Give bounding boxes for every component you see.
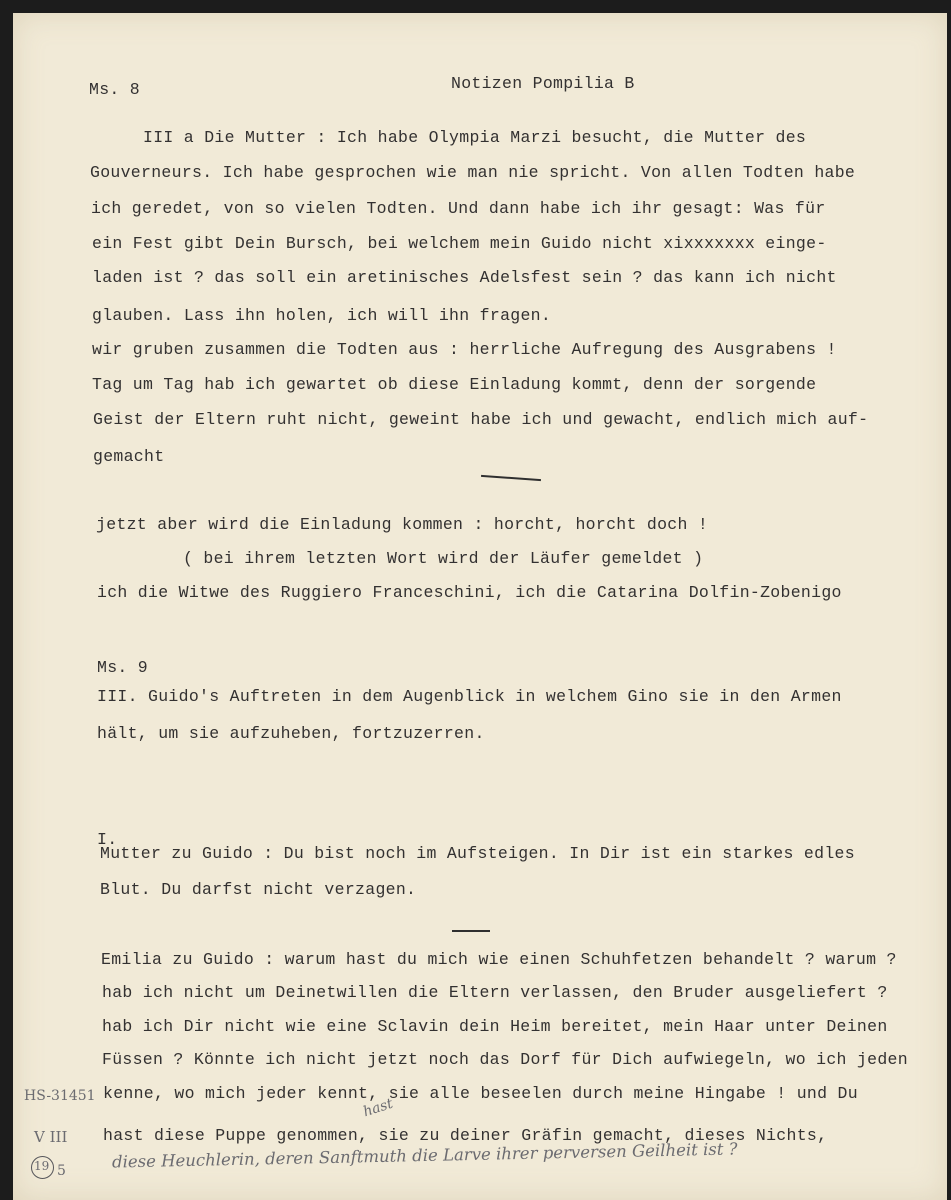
manuscript-number: Ms. 8: [89, 80, 141, 99]
text-line: wir gruben zusammen die Todten aus : herrliche Aufregung des Ausgrabens !: [92, 340, 837, 359]
text-line: Geist der Eltern ruht nicht, geweint habe ich und gewacht, endlich mich auf-: [93, 410, 869, 429]
text-line: jetzt aber wird die Einladung kommen : horcht, horcht doch !: [96, 515, 709, 534]
archive-signature: HS-31451: [24, 1088, 96, 1104]
text-line: Gouverneurs. Ich habe gesprochen wie man nie spricht. Von allen Todten habe: [90, 163, 856, 182]
text-line: glauben. Lass ihn holen, ich will ihn fragen.: [92, 306, 552, 325]
text-line: hält, um sie aufzuheben, fortzuzerren.: [97, 724, 485, 743]
text-line: Mutter zu Guido : Du bist noch im Aufsteigen. In Dir ist ein starkes edles: [100, 844, 855, 863]
text-line: laden ist ? das soll ein aretinisches Adelsfest sein ? das kann ich nicht: [92, 268, 837, 287]
text-line: hast diese Puppe genommen, sie zu deiner Gräfin gemacht, dieses Nichts,: [103, 1126, 828, 1145]
archive-volume: V III: [34, 1128, 68, 1146]
text-line: hab ich nicht um Deinetwillen die Eltern verlassen, den Bruder ausgeliefert ?: [102, 983, 888, 1002]
archive-folder-sub: 5: [57, 1163, 66, 1179]
text-line: ich geredet, von so vielen Todten. Und dann habe ich ihr gesagt: Was für: [91, 199, 826, 218]
section-heading: Ms. 9: [97, 658, 149, 677]
handwritten-line: diese Heuchlerin, deren Sanftmuth die Larve ihrer perversen Geilheit ist ?: [111, 1139, 738, 1172]
text-line: Füssen ? Könnte ich nicht jetzt noch das Dorf für Dich aufwiegeln, wo ich jeden: [102, 1050, 908, 1069]
handwritten-insert: hast: [361, 1095, 395, 1121]
text-line: Emilia zu Guido : warum hast du mich wie einen Schuhfetzen behandelt ? warum ?: [101, 950, 897, 969]
text-line: III a Die Mutter : Ich habe Olympia Marzi besucht, die Mutter des: [143, 128, 807, 147]
section-numeral: I.: [97, 830, 118, 849]
text-line: ein Fest gibt Dein Bursch, bei welchem mein Guido nicht xixxxxxxx einge-: [92, 234, 827, 253]
text-line: gemacht: [93, 447, 165, 466]
text-line: kenne, wo mich jeder kennt, sie alle beseelen durch meine Hingabe ! und Du: [103, 1084, 858, 1103]
stage-direction: ( bei ihrem letzten Wort wird der Läufer gemeldet ): [183, 549, 704, 568]
text-line: III. Guido's Auftreten in dem Augenblick in welchem Gino sie in den Armen: [97, 687, 842, 706]
text-line: ich die Witwe des Ruggiero Franceschini, ich die Catarina Dolfin-Zobenigo: [97, 583, 842, 602]
text-line: Blut. Du darfst nicht verzagen.: [100, 880, 417, 899]
archive-folder-number: 19: [34, 1159, 50, 1173]
section-divider: [452, 930, 490, 932]
text-line: Tag um Tag hab ich gewartet ob diese Einladung kommt, denn der sorgende: [92, 375, 817, 394]
page-title: Notizen Pompilia B: [451, 74, 635, 93]
text-line: hab ich Dir nicht wie eine Sclavin dein Heim bereitet, mein Haar unter Deinen: [102, 1017, 888, 1036]
